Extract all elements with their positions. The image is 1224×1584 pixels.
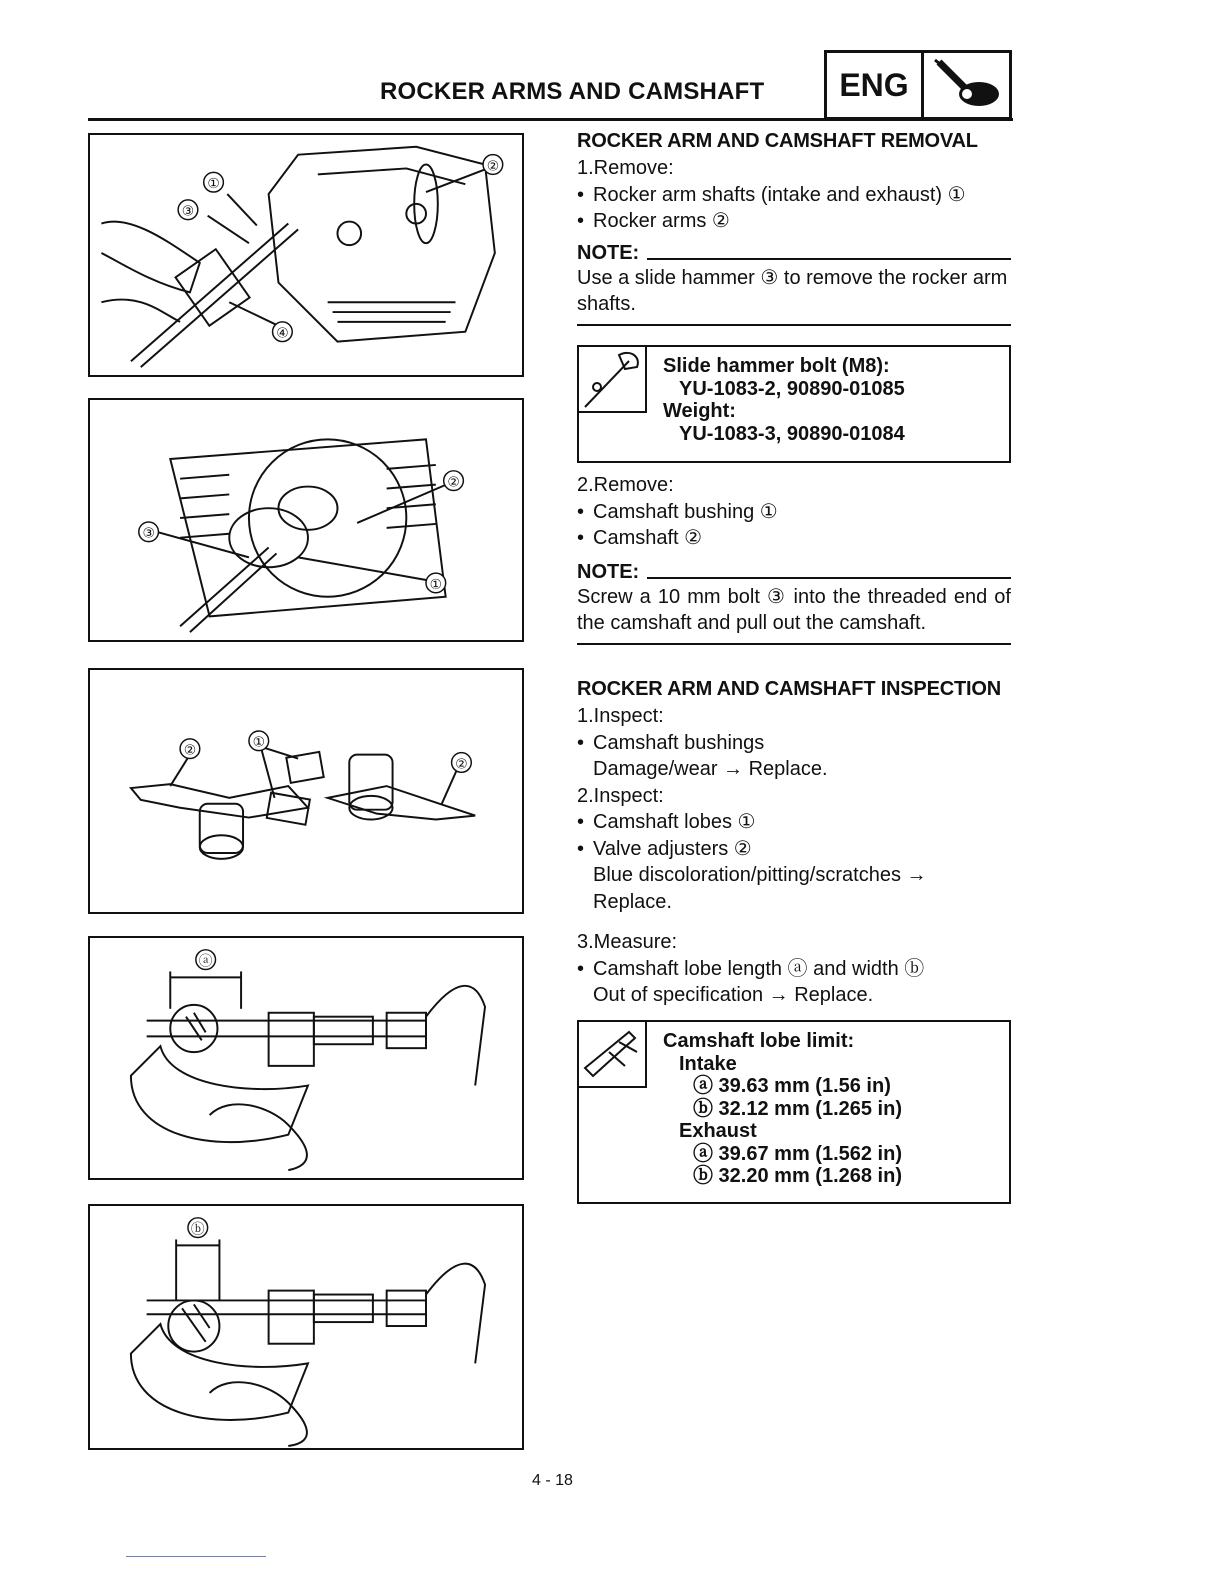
inspection-title: ROCKER ARM AND CAMSHAFT INSPECTION — [577, 678, 1001, 700]
note-text: Use a slide hammer ③ to remove the rocker arm shafts. — [577, 266, 1008, 315]
spec-limit-box — [577, 1020, 1011, 1204]
callout-4: ④ — [276, 325, 289, 341]
spec-text — [663, 1030, 902, 1188]
footer-rule — [126, 1556, 266, 1557]
list-item-detail: Damage/wear → Replace. — [593, 758, 828, 780]
list-item: • Camshaft lobes ① — [577, 809, 1011, 836]
tool-part-2: YU-1083-3, 90890-01084 — [679, 422, 905, 445]
removal-title: ROCKER ARM AND CAMSHAFT REMOVAL — [577, 130, 978, 152]
spec-exhaust-a: ⓐ 39.67 mm (1.562 in) — [693, 1142, 902, 1165]
page-number: 4 - 18 — [532, 1472, 573, 1489]
list-item-detail: Replace. — [593, 890, 672, 913]
callout-2: ② — [455, 756, 468, 772]
inspection-section — [577, 678, 1011, 1009]
callout-b: ⓑ — [190, 1221, 205, 1237]
figure-rocker-shaft-removal — [88, 133, 524, 377]
figure-rocker-arms — [88, 668, 524, 914]
list-item: • Camshaft ② — [577, 525, 1011, 552]
note-end-rule — [577, 643, 1011, 645]
section-label: ENG — [827, 53, 924, 117]
list-item: • Rocker arms ② — [577, 208, 1011, 235]
callout-1: ① — [252, 734, 265, 750]
figure-camshaft-removal — [88, 398, 524, 642]
figure-lobe-width-measure — [88, 1204, 524, 1450]
inspection-step-3: 3.Measure: — [577, 931, 678, 953]
page-title: ROCKER ARMS AND CAMSHAFT — [380, 78, 765, 105]
tool-name-2: Weight: — [663, 400, 736, 422]
header-rule — [88, 118, 1013, 121]
removal-step-2: 2.Remove: — [577, 474, 674, 496]
note-heading: NOTE: — [577, 560, 1011, 584]
callout-3: ③ — [181, 203, 195, 219]
list-item-detail: Out of specification → Replace. — [593, 984, 874, 1006]
spec-intake-label: Intake — [679, 1052, 737, 1075]
note-text: Screw a 10 mm bolt ③ into the threaded end of the camshaft and pull out the camshaft. — [577, 585, 1011, 634]
inspection-step-2: 2.Inspect: — [577, 784, 664, 807]
list-item: • Valve adjusters ② — [577, 836, 1011, 863]
removal-step-1: 1.Remove: — [577, 157, 674, 179]
spec-exhaust-b: ⓑ 32.20 mm (1.268 in) — [693, 1165, 902, 1187]
special-tool-box — [577, 345, 1011, 463]
callout-1: ① — [207, 176, 220, 192]
removal-section — [577, 130, 1011, 326]
callout-3: ③ — [142, 525, 155, 541]
engine-wrench-icon — [924, 53, 1009, 117]
callout-2: ② — [447, 474, 460, 490]
tool-part-1: YU-1083-2, 90890-01085 — [679, 377, 905, 400]
spec-intake-b: ⓑ 32.12 mm (1.265 in) — [693, 1097, 902, 1120]
callout-2: ② — [183, 742, 197, 758]
callout-a: ⓐ — [198, 953, 213, 969]
list-item: • Camshaft bushings — [577, 730, 1011, 757]
inspection-step-1: 1.Inspect: — [577, 705, 664, 727]
spec-intake-a: ⓐ 39.63 mm (1.56 in) — [693, 1075, 891, 1097]
spec-title: Camshaft lobe limit: — [663, 1030, 855, 1052]
caliper-icon — [579, 1022, 647, 1088]
tool-name-1: Slide hammer bolt (M8): — [663, 355, 890, 377]
callout-2: ② — [486, 158, 500, 174]
figure-lobe-length-measure — [88, 936, 524, 1180]
spec-exhaust-label: Exhaust — [679, 1120, 757, 1142]
tool-text — [663, 355, 905, 445]
wrench-tool-icon — [579, 347, 647, 413]
list-item-detail: Blue discoloration/pitting/scratches → — [593, 864, 927, 886]
note-heading: NOTE: — [577, 241, 1011, 265]
list-item: • Camshaft bushing ① — [577, 499, 1011, 526]
section-badge — [824, 50, 1012, 120]
list-item: • Rocker arm shafts (intake and exhaust) ① — [577, 182, 1011, 209]
list-item: • Camshaft lobe length ⓐ and width ⓑ — [577, 956, 1011, 983]
note-end-rule — [577, 324, 1011, 326]
removal-section-2 — [577, 472, 1011, 645]
callout-1: ① — [429, 576, 443, 592]
